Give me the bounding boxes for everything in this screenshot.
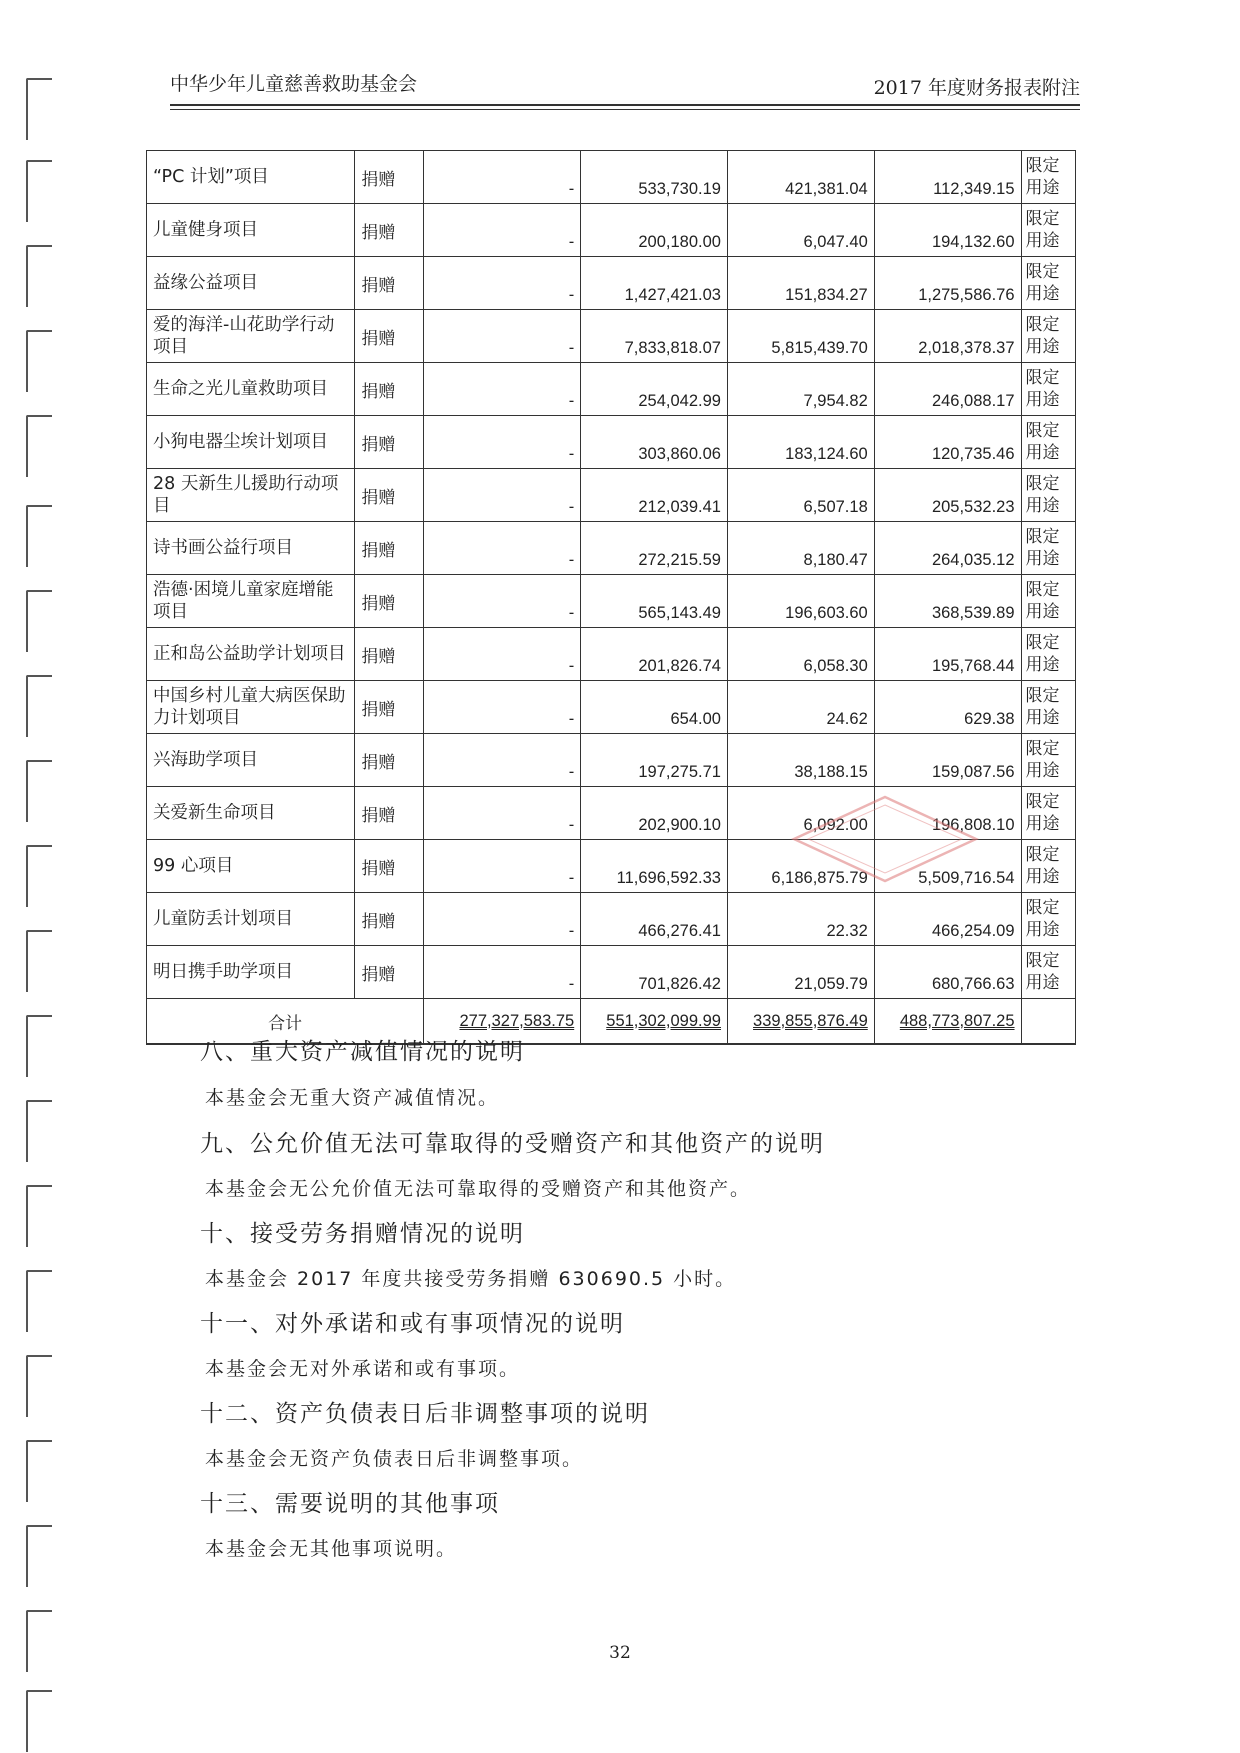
binder-mark bbox=[26, 1440, 52, 1502]
decrease-cell: 6,186,875.79 bbox=[727, 840, 874, 893]
closing-balance-cell: 194,132.60 bbox=[874, 204, 1021, 257]
binder-mark bbox=[26, 415, 52, 477]
project-name-cell: 中国乡村儿童大病医保助力计划项目 bbox=[147, 681, 355, 734]
decrease-cell: 421,381.04 bbox=[727, 151, 874, 204]
type-cell: 捐赠 bbox=[355, 787, 424, 840]
table-row bbox=[147, 946, 1076, 999]
binder-mark bbox=[26, 1270, 52, 1332]
opening-balance-cell: - bbox=[424, 575, 581, 628]
section-body: 本基金会无对外承诺和或有事项。 bbox=[205, 1358, 521, 1380]
decrease-cell: 6,507.18 bbox=[727, 469, 874, 522]
closing-balance-cell: 1,275,586.76 bbox=[874, 257, 1021, 310]
decrease-cell: 5,815,439.70 bbox=[727, 310, 874, 363]
project-name-cell: 明日携手助学项目 bbox=[147, 946, 355, 999]
project-name-cell: 爱的海洋-山花助学行动项目 bbox=[147, 310, 355, 363]
restriction-cell: 限定用途 bbox=[1021, 469, 1075, 522]
section-heading: 九、公允价值无法可靠取得的受赠资产和其他资产的说明 bbox=[200, 1131, 825, 1157]
section-heading: 十二、资产负债表日后非调整事项的说明 bbox=[200, 1401, 650, 1427]
table-row bbox=[147, 628, 1076, 681]
decrease-cell: 183,124.60 bbox=[727, 416, 874, 469]
opening-balance-cell: - bbox=[424, 310, 581, 363]
increase-cell: 7,833,818.07 bbox=[581, 310, 728, 363]
type-cell: 捐赠 bbox=[355, 893, 424, 946]
project-name-cell: 儿童健身项目 bbox=[147, 204, 355, 257]
closing-balance-cell: 159,087.56 bbox=[874, 734, 1021, 787]
closing-balance-cell: 205,532.23 bbox=[874, 469, 1021, 522]
project-name-cell: 正和岛公益助学计划项目 bbox=[147, 628, 355, 681]
table-row bbox=[147, 257, 1076, 310]
project-name-cell: 诗书画公益行项目 bbox=[147, 522, 355, 575]
increase-cell: 197,275.71 bbox=[581, 734, 728, 787]
increase-cell: 212,039.41 bbox=[581, 469, 728, 522]
decrease-cell: 22.32 bbox=[727, 893, 874, 946]
binder-mark bbox=[26, 1355, 52, 1417]
closing-balance-cell: 5,509,716.54 bbox=[874, 840, 1021, 893]
project-name-cell: 益缘公益项目 bbox=[147, 257, 355, 310]
restriction-cell: 限定用途 bbox=[1021, 681, 1075, 734]
closing-balance-cell: 196,808.10 bbox=[874, 787, 1021, 840]
type-cell: 捐赠 bbox=[355, 946, 424, 999]
type-cell: 捐赠 bbox=[355, 363, 424, 416]
decrease-cell: 6,047.40 bbox=[727, 204, 874, 257]
table-row bbox=[147, 522, 1076, 575]
section-body: 本基金会无公允价值无法可靠取得的受赠资产和其他资产。 bbox=[205, 1178, 752, 1200]
decrease-cell: 38,188.15 bbox=[727, 734, 874, 787]
increase-cell: 11,696,592.33 bbox=[581, 840, 728, 893]
closing-balance-cell: 680,766.63 bbox=[874, 946, 1021, 999]
table-row bbox=[147, 310, 1076, 363]
restriction-cell: 限定用途 bbox=[1021, 893, 1075, 946]
increase-cell: 200,180.00 bbox=[581, 204, 728, 257]
table-row bbox=[147, 575, 1076, 628]
project-name-cell: 小狗电器尘埃计划项目 bbox=[147, 416, 355, 469]
opening-balance-cell: - bbox=[424, 628, 581, 681]
restriction-cell: 限定用途 bbox=[1021, 787, 1075, 840]
total-value: 277,327,583.75 bbox=[459, 1011, 575, 1030]
opening-balance-cell: - bbox=[424, 681, 581, 734]
project-name-cell: 生命之光儿童救助项目 bbox=[147, 363, 355, 416]
binder-mark bbox=[26, 1690, 52, 1752]
table-body bbox=[147, 151, 1076, 1045]
decrease-cell: 7,954.82 bbox=[727, 363, 874, 416]
project-name-cell: “PC 计划”项目 bbox=[147, 151, 355, 204]
restriction-cell: 限定用途 bbox=[1021, 628, 1075, 681]
decrease-cell: 6,058.30 bbox=[727, 628, 874, 681]
table-row bbox=[147, 681, 1076, 734]
opening-balance-cell: - bbox=[424, 787, 581, 840]
table-row bbox=[147, 363, 1076, 416]
closing-balance-cell: 112,349.15 bbox=[874, 151, 1021, 204]
project-name-cell: 关爱新生命项目 bbox=[147, 787, 355, 840]
section-body: 本基金会 2017 年度共接受劳务捐赠 630690.5 小时。 bbox=[205, 1268, 737, 1290]
increase-cell: 272,215.59 bbox=[581, 522, 728, 575]
section-body: 本基金会无资产负债表日后非调整事项。 bbox=[205, 1448, 584, 1470]
type-cell: 捐赠 bbox=[355, 416, 424, 469]
project-name-cell: 兴海助学项目 bbox=[147, 734, 355, 787]
table-row bbox=[147, 893, 1076, 946]
section-body: 本基金会无其他事项说明。 bbox=[205, 1538, 458, 1560]
increase-cell: 654.00 bbox=[581, 681, 728, 734]
restriction-cell: 限定用途 bbox=[1021, 151, 1075, 204]
closing-balance-cell: 466,254.09 bbox=[874, 893, 1021, 946]
section-heading: 八、重大资产减值情况的说明 bbox=[200, 1039, 525, 1065]
type-cell: 捐赠 bbox=[355, 151, 424, 204]
restriction-cell: 限定用途 bbox=[1021, 575, 1075, 628]
section-heading: 十、接受劳务捐赠情况的说明 bbox=[200, 1221, 525, 1247]
increase-cell: 565,143.49 bbox=[581, 575, 728, 628]
section-heading: 十三、需要说明的其他事项 bbox=[200, 1491, 500, 1517]
closing-balance-cell: 246,088.17 bbox=[874, 363, 1021, 416]
type-cell: 捐赠 bbox=[355, 204, 424, 257]
binder-mark bbox=[26, 590, 52, 652]
decrease-cell: 24.62 bbox=[727, 681, 874, 734]
total-value: 488,773,807.25 bbox=[899, 1011, 1015, 1030]
page-number: 32 bbox=[609, 1643, 631, 1663]
binder-hole-marks bbox=[0, 0, 60, 1753]
opening-balance-cell: - bbox=[424, 257, 581, 310]
increase-cell: 303,860.06 bbox=[581, 416, 728, 469]
increase-cell: 1,427,421.03 bbox=[581, 257, 728, 310]
header-report-title: 2017 年度财务报表附注 bbox=[873, 77, 1080, 99]
binder-mark bbox=[26, 930, 52, 992]
type-cell: 捐赠 bbox=[355, 575, 424, 628]
restriction-cell: 限定用途 bbox=[1021, 416, 1075, 469]
opening-balance-cell: - bbox=[424, 893, 581, 946]
binder-mark bbox=[26, 330, 52, 392]
binder-mark bbox=[26, 1185, 52, 1247]
binder-mark bbox=[26, 160, 52, 222]
section-body: 本基金会无重大资产减值情况。 bbox=[205, 1087, 500, 1109]
total-value: 551,302,099.99 bbox=[606, 1011, 721, 1030]
restriction-cell: 限定用途 bbox=[1021, 257, 1075, 310]
table-row bbox=[147, 416, 1076, 469]
opening-balance-cell: - bbox=[424, 151, 581, 204]
opening-balance-cell: - bbox=[424, 840, 581, 893]
table-row bbox=[147, 204, 1076, 257]
increase-cell: 701,826.42 bbox=[581, 946, 728, 999]
closing-balance-cell: 120,735.46 bbox=[874, 416, 1021, 469]
closing-balance-cell: 629.38 bbox=[874, 681, 1021, 734]
project-fund-table bbox=[146, 150, 1076, 1045]
closing-balance-cell: 264,035.12 bbox=[874, 522, 1021, 575]
increase-cell: 254,042.99 bbox=[581, 363, 728, 416]
restriction-cell: 限定用途 bbox=[1021, 734, 1075, 787]
decrease-cell: 21,059.79 bbox=[727, 946, 874, 999]
type-cell: 捐赠 bbox=[355, 469, 424, 522]
header-organization: 中华少年儿童慈善救助基金会 bbox=[170, 73, 418, 95]
type-cell: 捐赠 bbox=[355, 257, 424, 310]
type-cell: 捐赠 bbox=[355, 734, 424, 787]
total-value: 339,855,876.49 bbox=[753, 1011, 868, 1030]
binder-mark bbox=[26, 845, 52, 907]
type-cell: 捐赠 bbox=[355, 310, 424, 363]
opening-balance-cell: - bbox=[424, 204, 581, 257]
project-name-cell: 浩德·困境儿童家庭增能项目 bbox=[147, 575, 355, 628]
opening-balance-cell: - bbox=[424, 522, 581, 575]
closing-balance-cell: 195,768.44 bbox=[874, 628, 1021, 681]
binder-mark bbox=[26, 78, 52, 140]
decrease-cell: 196,603.60 bbox=[727, 575, 874, 628]
opening-balance-cell: - bbox=[424, 734, 581, 787]
page-header bbox=[170, 60, 1080, 106]
increase-cell: 202,900.10 bbox=[581, 787, 728, 840]
restriction-cell: 限定用途 bbox=[1021, 946, 1075, 999]
restriction-cell: 限定用途 bbox=[1021, 204, 1075, 257]
auditor-seal-stamp bbox=[790, 793, 980, 885]
decrease-cell: 151,834.27 bbox=[727, 257, 874, 310]
project-name-cell: 99 心项目 bbox=[147, 840, 355, 893]
table-row bbox=[147, 469, 1076, 522]
decrease-cell: 6,092.00 bbox=[727, 787, 874, 840]
binder-mark bbox=[26, 505, 52, 567]
restriction-cell: 限定用途 bbox=[1021, 840, 1075, 893]
table-row bbox=[147, 151, 1076, 204]
binder-mark bbox=[26, 1525, 52, 1587]
binder-mark bbox=[26, 760, 52, 822]
binder-mark bbox=[26, 1100, 52, 1162]
binder-mark bbox=[26, 245, 52, 307]
project-name-cell: 28 天新生儿援助行动项目 bbox=[147, 469, 355, 522]
type-cell: 捐赠 bbox=[355, 522, 424, 575]
type-cell: 捐赠 bbox=[355, 681, 424, 734]
binder-mark bbox=[26, 675, 52, 737]
total-label-cell: 合计 bbox=[147, 999, 424, 1045]
opening-balance-cell: - bbox=[424, 363, 581, 416]
restriction-cell: 限定用途 bbox=[1021, 363, 1075, 416]
restriction-cell: 限定用途 bbox=[1021, 522, 1075, 575]
restriction-cell: 限定用途 bbox=[1021, 310, 1075, 363]
project-name-cell: 儿童防丢计划项目 bbox=[147, 893, 355, 946]
closing-balance-cell: 368,539.89 bbox=[874, 575, 1021, 628]
binder-mark bbox=[26, 1015, 52, 1077]
closing-balance-cell: 2,018,378.37 bbox=[874, 310, 1021, 363]
opening-balance-cell: - bbox=[424, 946, 581, 999]
section-heading: 十一、对外承诺和或有事项情况的说明 bbox=[200, 1311, 625, 1337]
type-cell: 捐赠 bbox=[355, 840, 424, 893]
opening-balance-cell: - bbox=[424, 469, 581, 522]
opening-balance-cell: - bbox=[424, 416, 581, 469]
type-cell: 捐赠 bbox=[355, 628, 424, 681]
increase-cell: 201,826.74 bbox=[581, 628, 728, 681]
increase-cell: 533,730.19 bbox=[581, 151, 728, 204]
table-row bbox=[147, 734, 1076, 787]
decrease-cell: 8,180.47 bbox=[727, 522, 874, 575]
increase-cell: 466,276.41 bbox=[581, 893, 728, 946]
